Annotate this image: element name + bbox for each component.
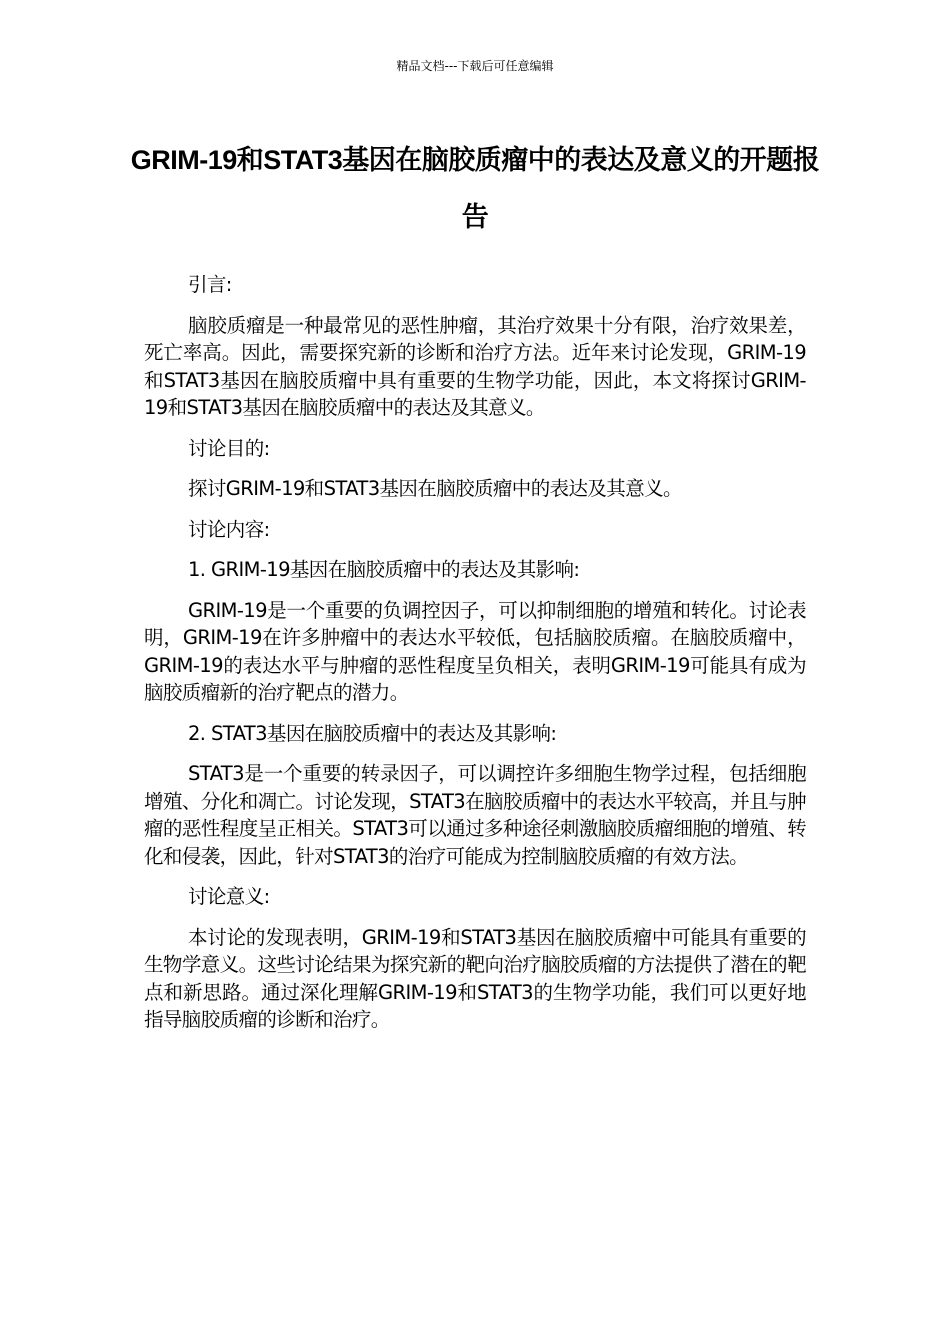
header-note: 精品文档---下载后可任意编辑: [396, 59, 554, 73]
paragraph-stat3: STAT3是一个重要的转录因子，可以调控许多细胞生物学过程，包括细胞增殖、分化和凋亡。讨论发现，STAT3在脑胶质瘤中的表达水平较高，并且与肿瘤的恶性程度呈正相关。STAT3可以通过多种途径刺激脑胶质瘤细胞的增殖、转化和侵袭，因此，针对STAT3的治疗可能成为控制脑胶质瘤的有效方法。: [144, 762, 806, 868]
paragraph-grim19: GRIM-19是一个重要的负调控因子，可以抑制细胞的增殖和转化。讨论表明，GRIM-19在许多肿瘤中的表达水平较低，包括脑胶质瘤。在脑胶质瘤中，GRIM-19的表达水平与肿瘤的恶性程度呈负相关，表明GRIM-19可能具有成为脑胶质瘤新的治疗靶点的潜力。: [144, 598, 806, 704]
subheading-grim19: 1. GRIM-19基因在脑胶质瘤中的表达及其影响:: [188, 558, 580, 581]
paragraph-purpose: 探讨GRIM-19和STAT3基因在脑胶质瘤中的表达及其意义。: [188, 477, 682, 500]
section-heading-introduction: 引言:: [188, 273, 232, 296]
section-heading-significance: 讨论意义:: [188, 885, 270, 908]
paragraph-significance: 本讨论的发现表明，GRIM-19和STAT3基因在脑胶质瘤中可能具有重要的生物学意义。这些讨论结果为探究新的靶向治疗脑胶质瘤的方法提供了潜在的靶点和新思路。通过深化理解GRIM-19和STAT3的生物学功能，我们可以更好地指导脑胶质瘤的诊断和治疗。: [144, 925, 806, 1031]
section-heading-content: 讨论内容:: [188, 517, 270, 541]
section-heading-purpose: 讨论目的:: [188, 436, 270, 460]
paragraph-introduction: 脑胶质瘤是一种最常见的恶性肿瘤，其治疗效果十分有限，治疗效果差，死亡率高。因此，需要探究新的诊断和治疗方法。近年来讨论发现，GRIM-19和STAT3基因在脑胶质瘤中具有重要的生物学功能，因此，本文将探讨GRIM-19和STAT3基因在脑胶质瘤中的表达及其意义。: [144, 313, 806, 419]
subheading-stat3: 2. STAT3基因在脑胶质瘤中的表达及其影响:: [188, 721, 557, 745]
document-title: GRIM-19和STAT3基因在脑胶质瘤中的表达及意义的开题报告: [130, 145, 820, 232]
document-body: [144, 271, 806, 1047]
